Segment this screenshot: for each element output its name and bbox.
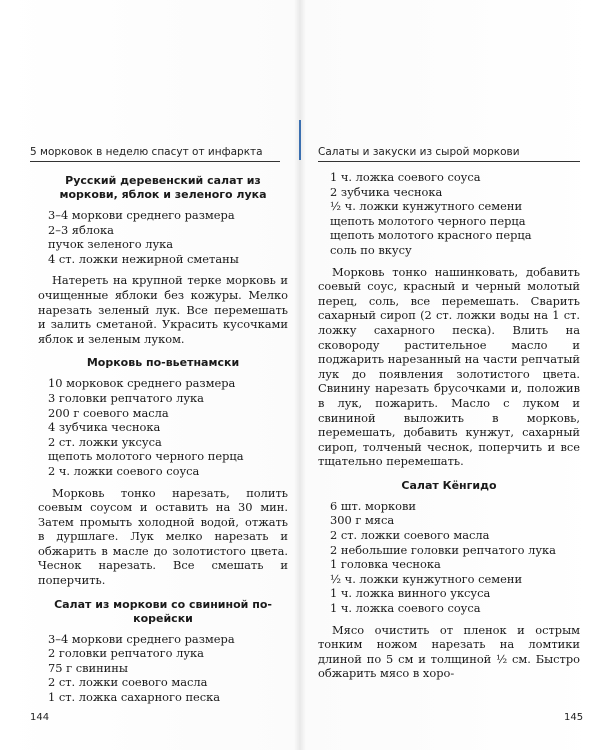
ingredient: 4 ст. ложки нежирной сметаны (48, 251, 239, 266)
ingredient: 1 ч. ложка соевого соуса (330, 601, 481, 616)
ingredient: 2 ч. ложки соевого соуса (48, 463, 200, 478)
ingredient-list (48, 376, 288, 478)
ingredient: 3 головки репчатого лука (48, 390, 204, 405)
ingredient: 300 г мяса (330, 513, 395, 528)
right-page-content (318, 170, 580, 691)
ingredient: ½ ч. ложки кунжутного семени (330, 571, 523, 586)
ingredient: 1 ч. ложка соевого соуса (330, 170, 481, 184)
ingredient: 200 г соевого масла (48, 405, 169, 420)
recipe-title: Морковь по-вьетнамски (86, 356, 240, 370)
left-running-header: 5 морковок в неделю спасут от инфаркта (30, 146, 280, 162)
ingredient: 2 ст. ложки уксуса (48, 434, 162, 449)
ingredient-list (330, 499, 580, 616)
ingredient: 1 ч. ложка винного уксуса (330, 586, 491, 601)
ingredient-list-continued (330, 170, 580, 258)
ingredient: 2 головки репчатого лука (48, 646, 204, 661)
ingredient: 3–4 моркови среднего размера (48, 208, 235, 222)
recipe-instructions: Морковь тонко нарезать, полить соевым соусом и оставить на 30 мин. Затем промыть холодной водой, отжать в дуршлаге. Лук мелко нарезать и обжарить в масле до золотистого цвета. Чеснок нарезать. Все смешать и поперчить. (38, 485, 288, 588)
ingredient: щепоть молотого черного перца (48, 449, 244, 464)
recipe-russian-salad (38, 174, 288, 346)
recipe-title: Салат Кёнгидо (401, 478, 497, 492)
recipe-title: Салат из моркови со свининой по-корейски (54, 597, 272, 625)
recipe-instructions: Мясо очистить от пленок и острым тонким ножом нарезать на ломтики длиной по 5 см и толщиной ½ см. Быстро обжарить мясо в хоро- (318, 622, 580, 681)
ingredient: пучок зеленого лука (48, 237, 174, 252)
page-number: 145 (564, 712, 584, 723)
ingredient: щепоть молотого красного перца (330, 228, 532, 243)
ingredient: 2 ст. ложки соевого масла (48, 675, 208, 690)
ingredient: 2 зубчика чеснока (330, 184, 443, 199)
ingredient: 2 ст. ложки соевого масла (330, 528, 490, 543)
ingredient: 2 небольшие головки репчатого лука (330, 542, 556, 557)
right-page (300, 0, 600, 750)
recipe-vietnamese-carrot (38, 356, 288, 587)
ingredient: 3–4 моркови среднего размера (48, 631, 235, 646)
ingredient-list (48, 632, 288, 705)
ingredient: 1 ст. ложка сахарного песка (48, 690, 221, 705)
ingredient: щепоть молотого черного перца (330, 213, 526, 228)
ingredient: 2–3 яблока (48, 222, 114, 237)
recipe-korean-pork-salad (38, 598, 288, 705)
ingredient: 10 морковок среднего размера (48, 376, 236, 391)
ingredient: 6 шт. моркови (330, 498, 416, 513)
recipe-instructions: Натереть на крупной терке морковь и очищенные яблоки без кожуры. Мелко нарезать зеленый лук. Все перемешать и залить сметаной. Украсить кусочками яблок и зеленым луком. (38, 273, 288, 346)
left-page-content (38, 170, 288, 712)
ingredient-list (48, 208, 288, 266)
right-running-header: Салаты и закуски из сырой моркови (318, 146, 580, 162)
ingredient: 4 зубчика чеснока (48, 420, 161, 435)
recipe-kyonggido-salad (318, 479, 580, 681)
recipe-title: Русский деревенский салат из моркови, яблок и зеленого лука (59, 174, 267, 201)
ingredient: 75 г свинины (48, 660, 128, 675)
ingredient: 1 головка чеснока (330, 557, 441, 572)
recipe-instructions: Морковь тонко нашинковать, добавить соевый соус, красный и черный молотый перец, соль, все перемешать. Сварить сахарный сироп (2 ст. ложки воды на 1 ст. ложку сахарного песка). Влить на сковороду растительное масло и поджарить нарезанный на части репчатый лук до появления золотистого цвета. Свинину нарезать брусочками и, положив в лук, пожарить. Масло с луком и свининой выложить в морковь, перемешать, добавить кунжут, сахарный сироп, толченый чеснок, поперчить и все тщательно перемешать. (318, 264, 580, 469)
page-number: 144 (30, 712, 50, 723)
ingredient: соль по вкусу (330, 242, 412, 257)
ingredient: ½ ч. ложки кунжутного семени (330, 199, 523, 214)
